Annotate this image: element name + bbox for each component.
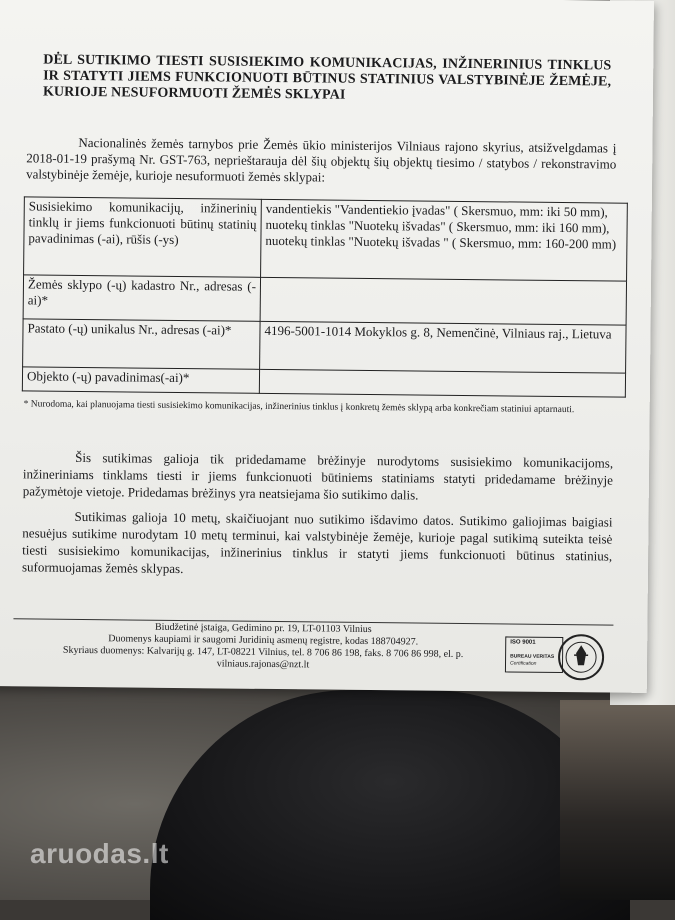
footer-address: Biudžetinė įstaiga, Gedimino pr. 19, LT-01103 Vilnius [154, 621, 372, 636]
table-label-cell: Pastato (-ų) unikalus Nr., adresas (-ai)* [23, 319, 260, 369]
paragraph-1-text: Šis sutikimas galioja tik pridedamame brėžinyje nurodytoms susisiekimo komunikacijoms, inžineriniams tinklams tiesti ir jiems funkcionuoti būtiniems statiniams statyti pridedamame brėžinyje pažymėtoje vietoje. Pridedamas brėžinys yra neatsiejama šio sutikimo dalis. [22, 449, 614, 503]
bureau-veritas-seal-icon [557, 633, 606, 682]
footer-registry: Duomenys kaupiami ir saugomi Juridinių asmenų registre, kodas 188704927. [108, 633, 419, 648]
objects-table [22, 196, 628, 397]
right-shadow-background [560, 700, 675, 900]
table-value-cell [259, 369, 625, 397]
table-value-cell [260, 277, 626, 325]
iso-standard: ISO 9001 [510, 639, 536, 646]
certification-mark [505, 636, 609, 681]
document-title: DĖL SUTIKIMO TIESTI SUSISIEKIMO KOMUNIKACIJAS, INŽINERINIUS TINKLUS IR STATYTI JIEMS FUNKCIONUOTI BŪTINUS STATINIUS VALSTYBINĖJE ŽEMĖJE, KURIOJE NESUFORMUOTI ŽEMĖS SKLYPAI [42, 52, 612, 103]
footer-contacts [23, 620, 503, 673]
iso-certification-box [505, 636, 563, 673]
intro-text: Nacionalinės žemės tarnybos prie Žemės ūkio ministerijos Vilniaus rajono skyrius, atsižvelgdamas į 2018-01-19 prašymą Nr. GST-763, neprieštarauja dėl šių objektų šių objektų tiesimo / statybos / rekonstravimo valstybinėje žemėje, kurioje nesuformuoti žemės sklypai: [26, 134, 617, 185]
validity-paragraph-1 [23, 448, 614, 505]
table-label-cell: Objekto (-ų) pavadinimas(-ai)* [22, 367, 259, 393]
paragraph-2-text: Sutikimas galioja 10 metų, skaičiuojant nuo sutikimo išdavimo datos. Sutikimo galiojimas baigiasi nesuėjus sutikime nurodytam 10 metų terminui, kai valstybinėje žemėje, kurioje pagal sutikimą suteikta teisė tiesti susisiekimo komunikacijas, inžinerinius tinklus ir statyti jiems funkcionuoti būtinus statinius, suformuojamas žemės sklypas. [21, 508, 613, 577]
certifier-name: BUREAU VERITAS [510, 653, 555, 660]
validity-paragraph-2 [22, 507, 613, 581]
table-row [24, 197, 628, 281]
table-value-cell: vandentiekis "Vandentiekio įvadas" ( Skersmuo, mm: iki 50 mm), nuotekų tinklas "Nuotekų išvadas" ( Skersmuo, mm: iki 160 mm), nuotekų tinklas "Nuotekų išvadas " ( Skersmuo, mm: 160-200 mm) [261, 199, 628, 281]
table-label-cell: Žemės sklypo (-ų) kadastro Nr., adresas (-ai)* [23, 275, 260, 321]
table-row [23, 319, 626, 373]
table-row [22, 367, 625, 397]
footer-department-contacts: Skyriaus duomenys: Kalvarijų g. 147, LT-08221 Vilnius, tel. 8 706 86 198, faks. 8 706 86 998, el. p. [62, 644, 464, 660]
table-row [23, 275, 626, 325]
table-footnote: * Nurodoma, kai planuojama tiesti susisiekimo komunikacijas, inžinerinius tinklus į konkretų žemės sklypą arba konkrečiam statiniui aptarnauti. [23, 399, 575, 416]
intro-paragraph [26, 134, 616, 188]
footer-email: vilniaus.rajonas@nzt.lt [216, 658, 310, 671]
certification-label: Certification [509, 660, 537, 667]
table-label-cell: Susisiekimo komunikacijų, inžinerinių tinklų ir jiems funkcionuoti būtinų statinių pavadinimas (-ai), rūšis (-ys) [24, 197, 262, 277]
table-value-cell: 4196-5001-1014 Mokyklos g. 8, Nemenčinė, Vilniaus raj., Lietuva [260, 321, 626, 373]
site-watermark: aruodas.lt [30, 838, 169, 869]
